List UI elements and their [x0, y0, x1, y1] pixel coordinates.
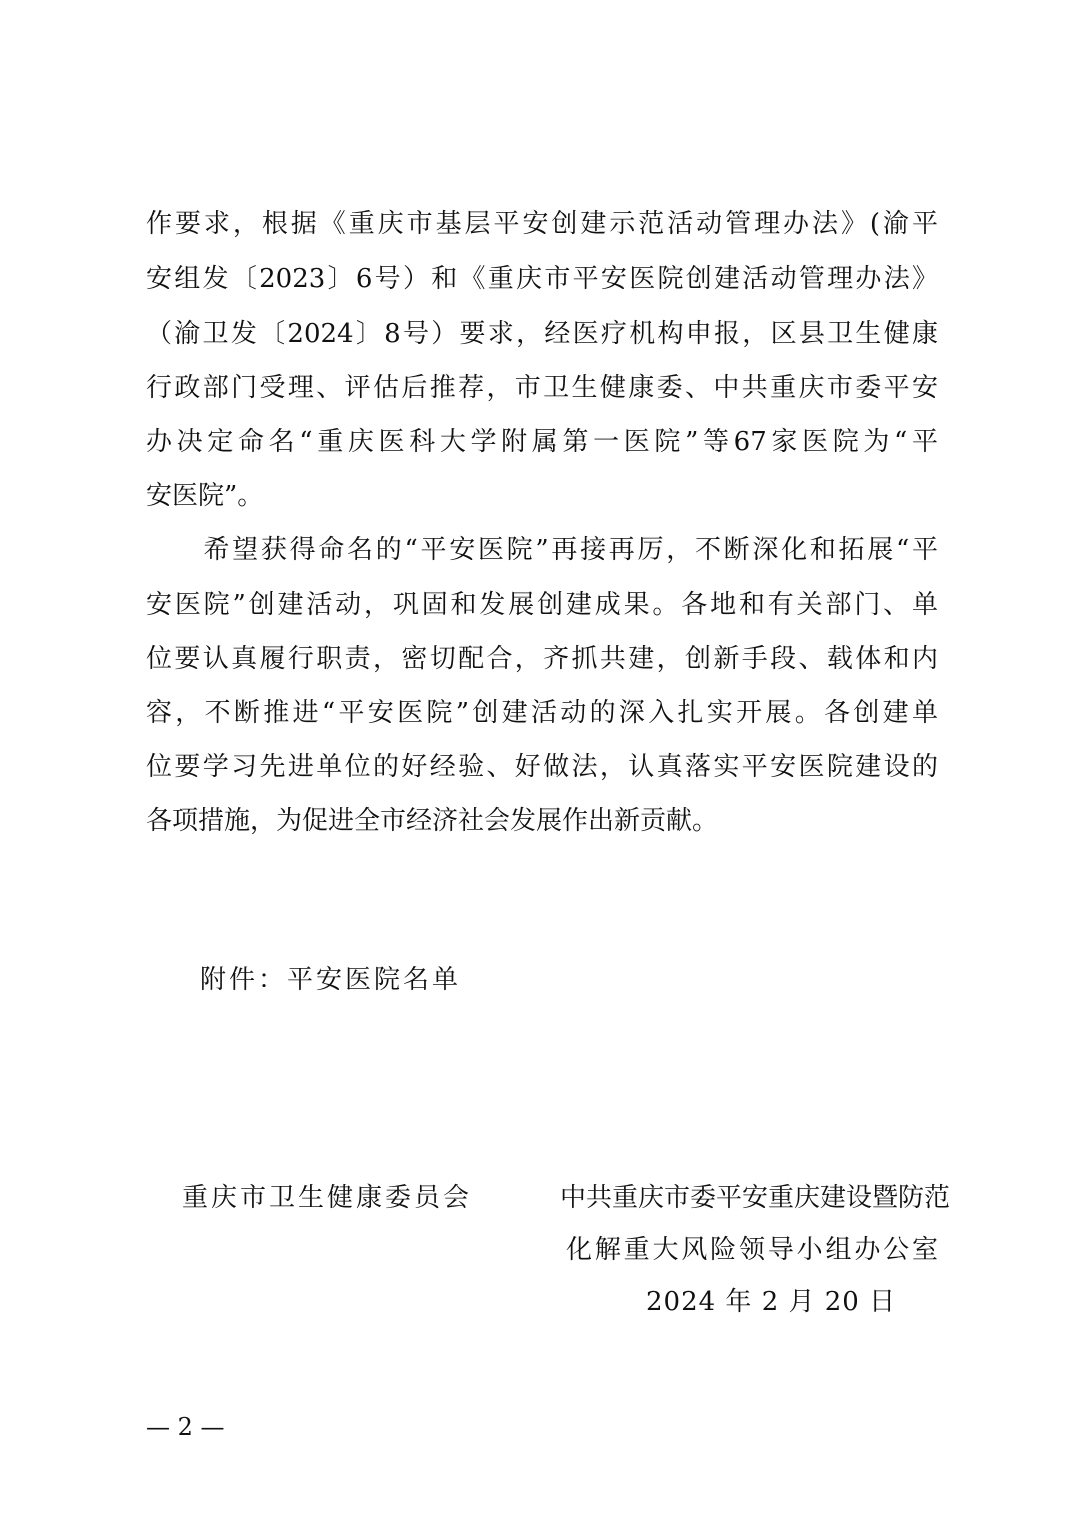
- text-line: 行政部门受理、评估后推荐，市卫生健康委、中共重庆市委平安: [146, 373, 938, 403]
- signature-right-line: 中共重庆市委平安重庆建设暨防范: [560, 1183, 951, 1213]
- text-line: 容，不断推进“平安医院”创建活动的深入扎实开展。各创建单: [146, 698, 938, 728]
- text-line: 安组发〔2023〕6号）和《重庆市平安医院创建活动管理办法》: [146, 264, 938, 294]
- attachment-label: 附件：平安医院名单: [200, 965, 462, 995]
- text-line: 办决定命名“重庆医科大学附属第一医院”等67家医院为“平: [146, 427, 938, 457]
- text-line: 希望获得命名的“平安医院”再接再厉，不断深化和拓展“平: [146, 535, 938, 565]
- text-line: 位要学习先进单位的好经验、好做法，认真落实平安医院建设的: [146, 752, 938, 782]
- signature-right-line: 化解重大风险领导小组办公室: [566, 1235, 938, 1265]
- text-line: 安医院”创建活动，巩固和发展创建成果。各地和有关部门、单: [146, 590, 938, 620]
- page-number: — 2 —: [146, 1413, 225, 1441]
- signature-left: 重庆市卫生健康委员会: [182, 1183, 473, 1213]
- text-line: 作要求，根据《重庆市基层平安创建示范活动管理办法》(渝平: [146, 209, 938, 239]
- issue-date: 2024 年 2 月 20 日: [646, 1287, 897, 1317]
- text-line: 安医院”。: [146, 481, 264, 511]
- text-line: 各项措施，为促进全市经济社会发展作出新贡献。: [146, 806, 719, 836]
- text-line: （渝卫发〔2024〕8号）要求，经医疗机构申报，区县卫生健康: [146, 319, 938, 349]
- text-line: 位要认真履行职责，密切配合，齐抓共建，创新手段、载体和内: [146, 644, 938, 674]
